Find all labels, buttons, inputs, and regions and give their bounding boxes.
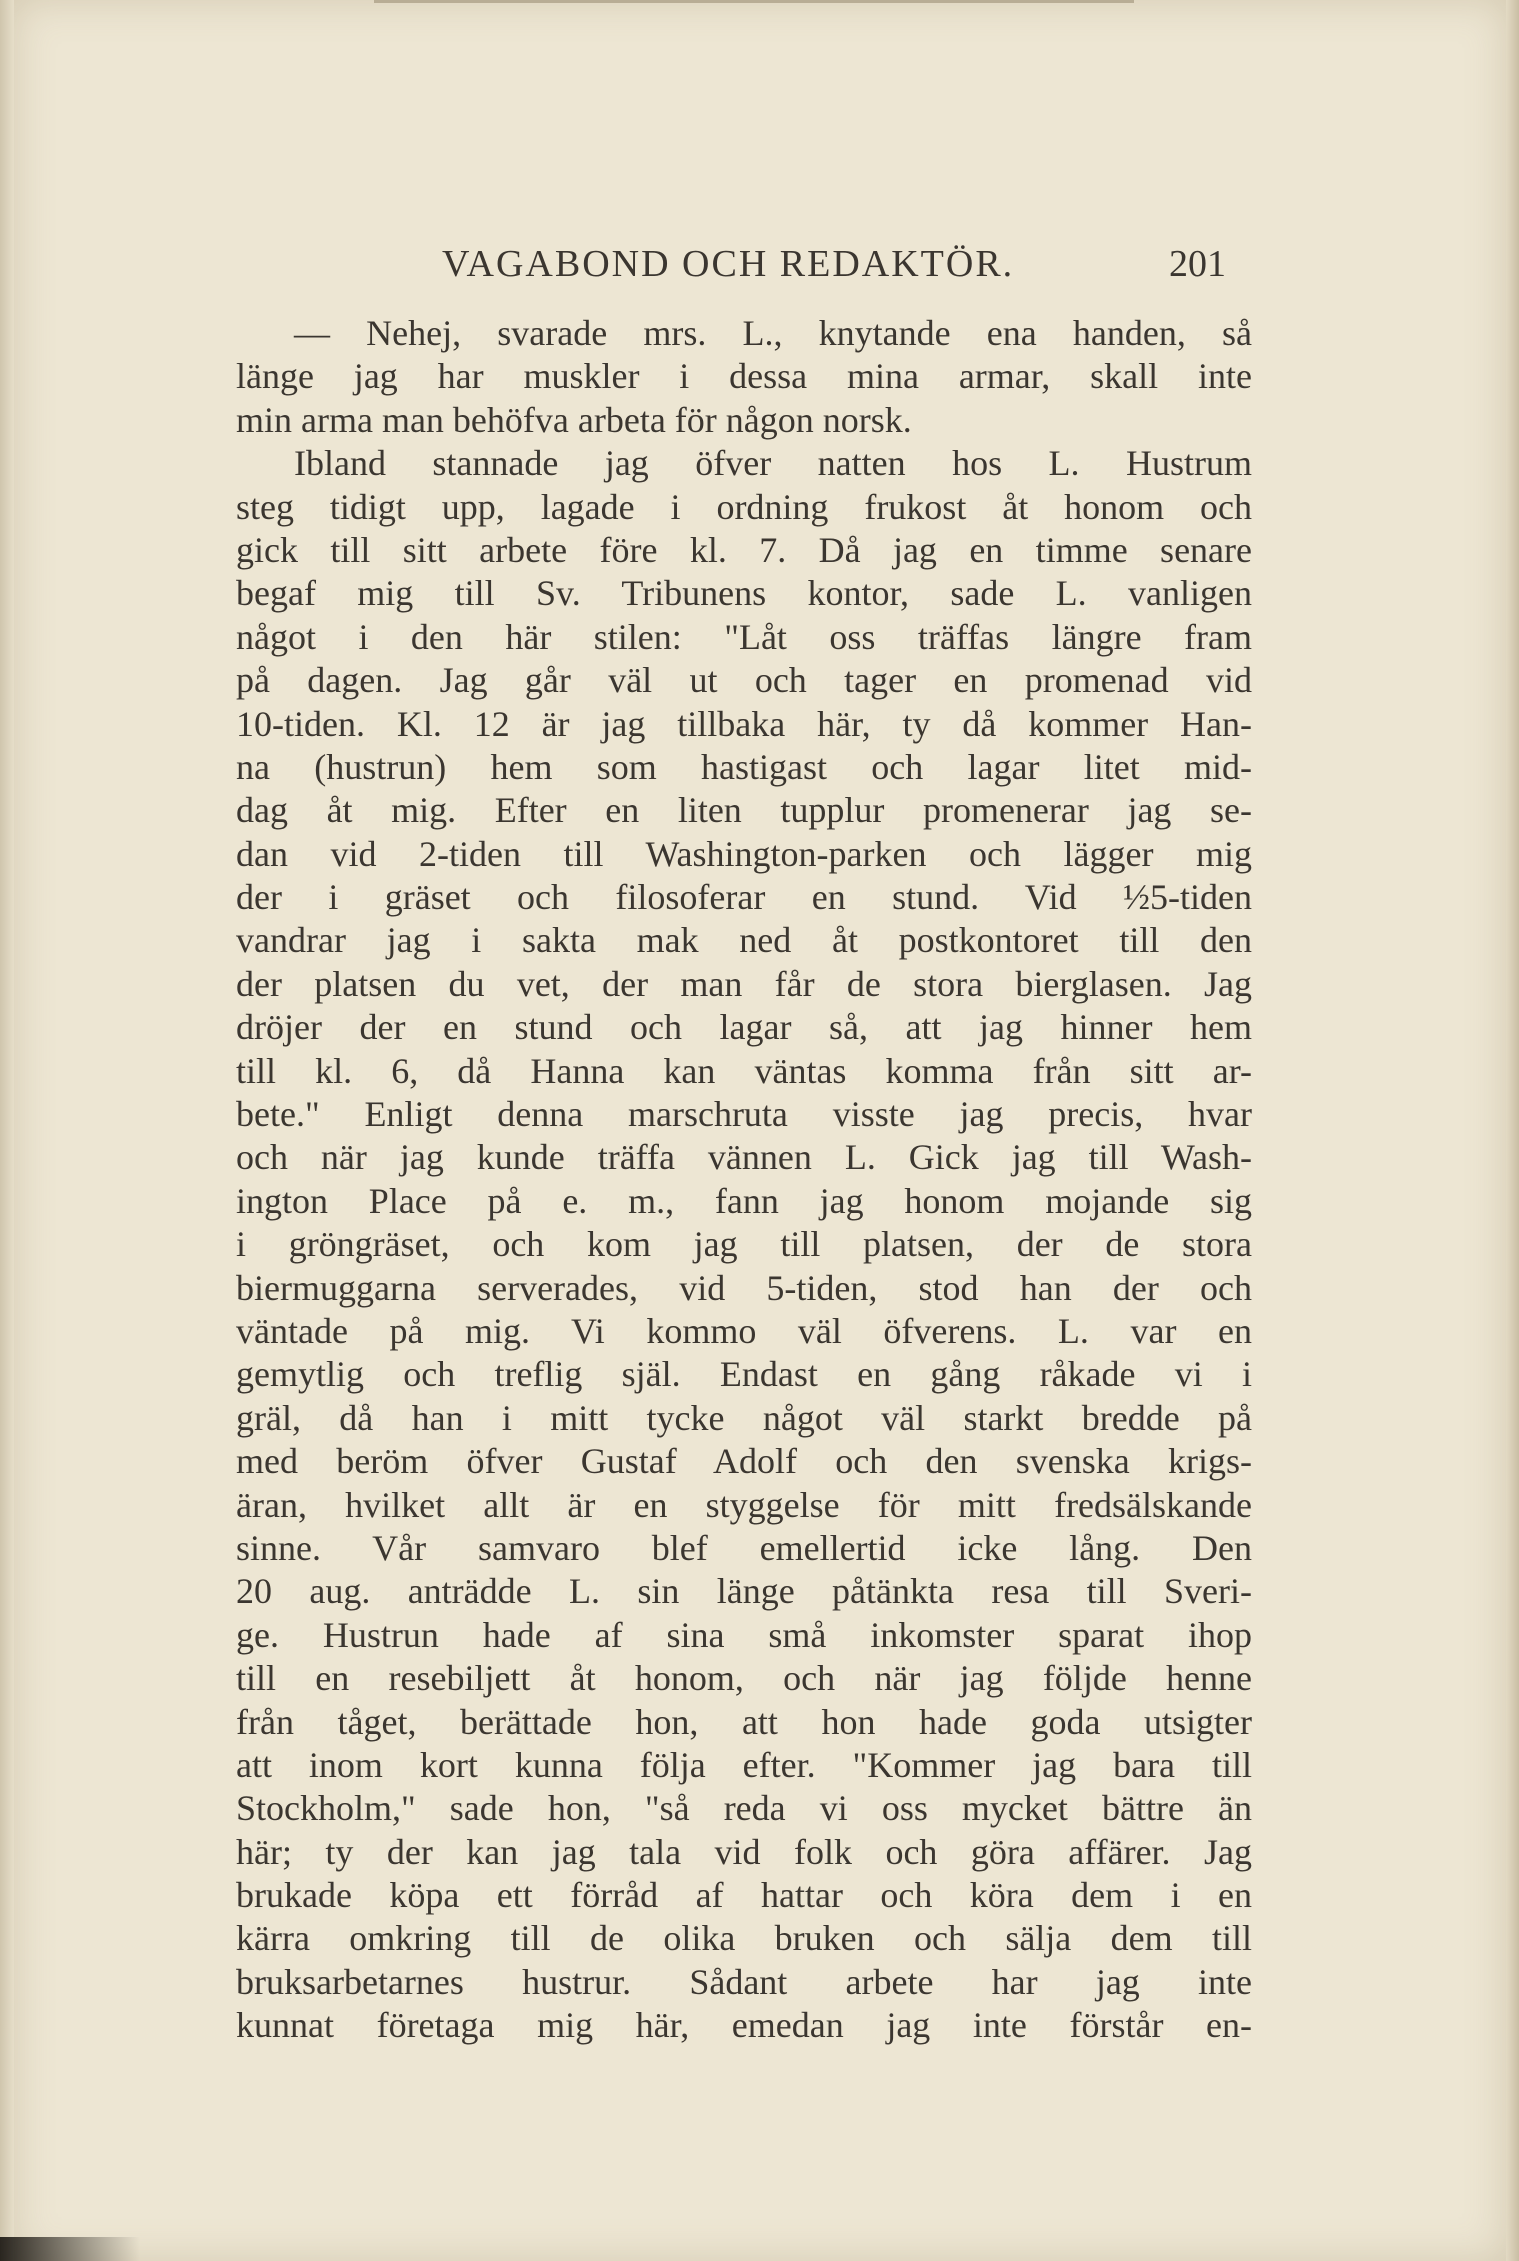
- text-line: steg tidigt upp, lagade i ordning frukost åt honom och: [236, 486, 1252, 527]
- text-line: vandrar jag i sakta mak ned åt postkontoret till den: [236, 920, 1252, 961]
- text-line: gemytlig och treflig själ. Endast en gång råkade vi i: [236, 1354, 1252, 1395]
- running-title: VAGABOND OCH REDAKTÖR.: [442, 243, 1015, 285]
- text-line: att inom kort kunna följa efter. "Kommer jag bara till: [236, 1744, 1252, 1785]
- text-line: här; ty der kan jag tala vid folk och göra affärer. Jag: [236, 1831, 1252, 1872]
- text-line: dag åt mig. Efter en liten tupplur promenerar jag se-: [236, 790, 1252, 831]
- text-line: dröjer der en stund och lagar så, att jag hinner hem: [236, 1007, 1252, 1048]
- page-number: 201: [1169, 243, 1226, 285]
- text-line: och när jag kunde träffa vännen L. Gick jag till Wash-: [236, 1137, 1252, 1178]
- text-line: i gröngräset, och kom jag till platsen, der de stora: [236, 1224, 1252, 1265]
- text-line: begaf mig till Sv. Tribunens kontor, sade L. vanligen: [236, 573, 1252, 614]
- text-line: gräl, då han i mitt tycke något väl starkt bredde på: [236, 1397, 1252, 1438]
- text-line: kunnat företaga mig här, emedan jag inte förstår en-: [236, 2005, 1252, 2046]
- body-text: [236, 312, 1252, 2048]
- text-line: der i gräset och filosoferar en stund. Vid ½5-tiden: [236, 877, 1252, 918]
- text-line: der platsen du vet, der man får de stora bierglasen. Jag: [236, 963, 1252, 1004]
- text-line: från tåget, berättade hon, att hon hade goda utsigter: [236, 1701, 1252, 1742]
- text-line: länge jag har muskler i dessa mina armar, skall inte: [236, 356, 1252, 397]
- text-line: biermuggarna serverades, vid 5-tiden, stod han der och: [236, 1267, 1252, 1308]
- text-line: 20 aug. anträdde L. sin länge påtänkta resa till Sveri-: [236, 1571, 1252, 1612]
- text-line: något i den här stilen: "Låt oss träffas längre fram: [236, 616, 1252, 657]
- top-rule: [374, 0, 1134, 3]
- text-line: Stockholm," sade hon, "så reda vi oss mycket bättre än: [236, 1788, 1252, 1829]
- text-line: till en resebiljett åt honom, och när jag följde henne: [236, 1658, 1252, 1699]
- text-line: min arma man behöfva arbeta för någon norsk.: [236, 399, 912, 440]
- text-line: kärra omkring till de olika bruken och sälja dem till: [236, 1918, 1252, 1959]
- text-line: väntade på mig. Vi kommo väl öfverens. L. var en: [236, 1310, 1252, 1351]
- text-line: ge. Hustrun hade af sina små inkomster sparat ihop: [236, 1614, 1252, 1655]
- text-line: sinne. Vår samvaro blef emellertid icke lång. Den: [236, 1527, 1252, 1568]
- text-line: bete." Enligt denna marschruta visste jag precis, hvar: [236, 1094, 1252, 1135]
- text-line: brukade köpa ett förråd af hattar och köra dem i en: [236, 1875, 1252, 1916]
- text-line: äran, hvilket allt är en styggelse för mitt fredsälskande: [236, 1484, 1252, 1525]
- text-line: dan vid 2-tiden till Washington-parken och lägger mig: [236, 833, 1252, 874]
- text-line: till kl. 6, då Hanna kan väntas komma från sitt ar-: [236, 1050, 1252, 1091]
- text-line: med beröm öfver Gustaf Adolf och den svenska krigs-: [236, 1441, 1252, 1482]
- page-left-edge: [0, 0, 14, 2261]
- text-line: på dagen. Jag går väl ut och tager en promenad vid: [236, 660, 1252, 701]
- page-right-edge: [1506, 0, 1519, 2261]
- text-line: ington Place på e. m., fann jag honom mojande sig: [236, 1180, 1252, 1221]
- text-line: — Nehej, svarade mrs. L., knytande ena handen, så: [294, 313, 1252, 353]
- page-header: [236, 242, 1226, 292]
- text-line: bruksarbetarnes hustrur. Sådant arbete har jag inte: [236, 1961, 1252, 2002]
- text-line: na (hustrun) hem som hastigast och lagar litet mid-: [236, 746, 1252, 787]
- text-line: gick till sitt arbete före kl. 7. Då jag en timme senare: [236, 529, 1252, 570]
- text-line: 10-tiden. Kl. 12 är jag tillbaka här, ty då kommer Han-: [236, 703, 1252, 744]
- corner-shadow: [0, 2237, 140, 2261]
- text-line: Ibland stannade jag öfver natten hos L. Hustrum: [294, 443, 1252, 484]
